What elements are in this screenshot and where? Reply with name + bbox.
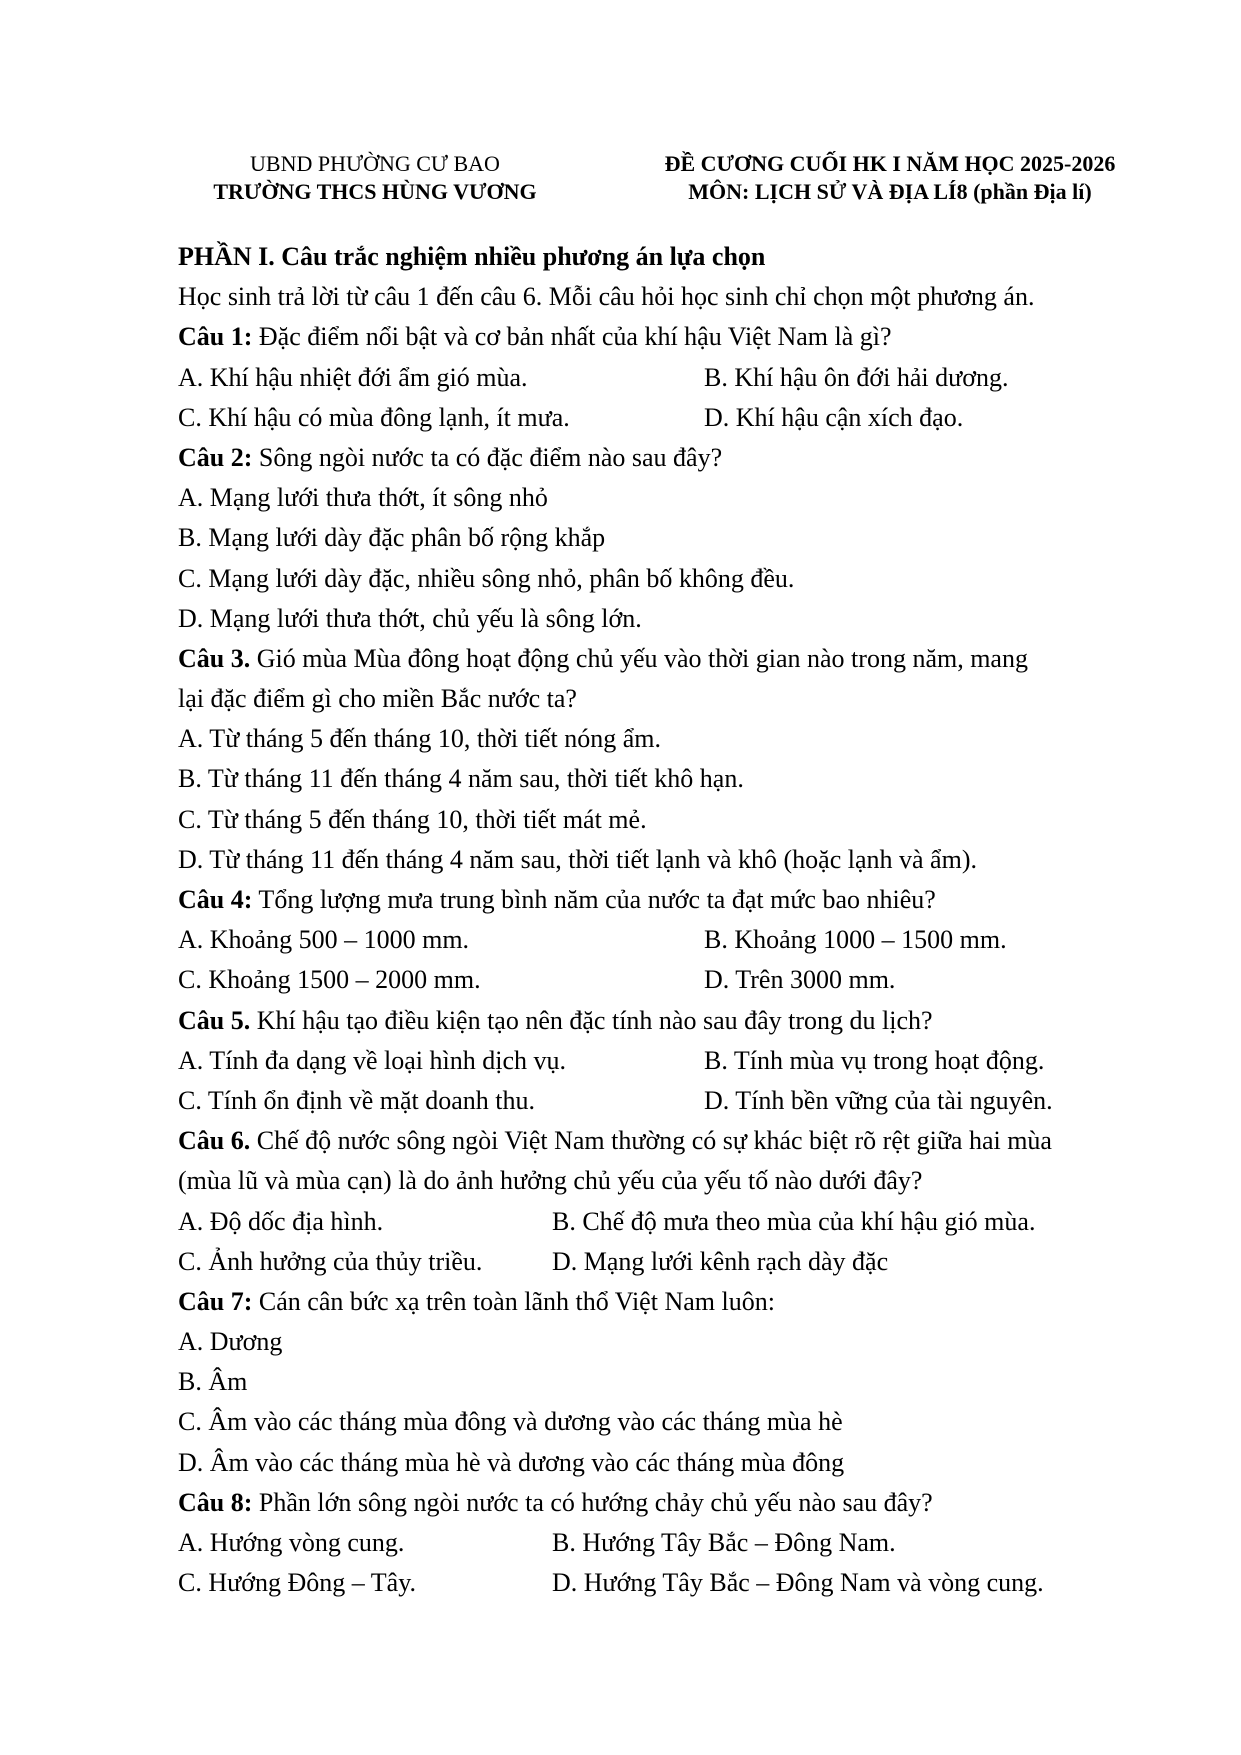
- question-text: Sông ngòi nước ta có đặc điểm nào sau đây?: [252, 442, 723, 472]
- question-6: [178, 1121, 1178, 1161]
- question-label: Câu 7:: [178, 1286, 253, 1316]
- option-c: C. Hướng Đông – Tây.: [178, 1568, 416, 1598]
- section-title: PHẦN I. Câu trắc nghiệm nhiều phương án lựa chọn: [178, 242, 766, 271]
- question-label: Câu 2:: [178, 442, 253, 472]
- option-b: B. Khí hậu ôn đới hải dương.: [704, 362, 1009, 392]
- option-a: A. Khoảng 500 – 1000 mm.: [178, 925, 470, 955]
- document-body: [178, 237, 1178, 1603]
- option-a: A. Hướng vòng cung.: [178, 1528, 405, 1557]
- option-c: C. Âm vào các tháng mùa đông và dương vào các tháng mùa hè: [178, 1407, 843, 1437]
- options-row: [178, 960, 1178, 1000]
- question-text-continued: lại đặc điểm gì cho miền Bắc nước ta?: [178, 684, 577, 714]
- options-row: [178, 358, 1178, 398]
- question-text: Gió mùa Mùa đông hoạt động chủ yếu vào thời gian nào trong năm, mang: [250, 643, 1028, 673]
- question-1: [178, 317, 1178, 357]
- option-a: A. Tính đa dạng về loại hình dịch vụ.: [178, 1045, 567, 1075]
- options-row: [178, 1242, 1178, 1282]
- option-a: A. Dương: [178, 1327, 283, 1357]
- option-c: C. Khoảng 1500 – 2000 mm.: [178, 965, 481, 995]
- option-b: B. Chế độ mưa theo mùa của khí hậu gió mùa.: [552, 1206, 1036, 1236]
- question-text: Đặc điểm nổi bật và cơ bản nhất của khí hậu Việt Nam là gì?: [252, 322, 892, 352]
- option-a: A. Từ tháng 5 đến tháng 10, thời tiết nóng ẩm.: [178, 724, 662, 754]
- option-c: C. Mạng lưới dày đặc, nhiều sông nhỏ, phân bố không đều.: [178, 563, 795, 593]
- option-d: D. Tính bền vững của tài nguyên.: [704, 1085, 1053, 1115]
- question-text: Phần lớn sông ngòi nước ta có hướng chảy chủ yếu nào sau đây?: [252, 1487, 933, 1517]
- instruction: Học sinh trả lời từ câu 1 đến câu 6. Mỗi câu hỏi học sinh chỉ chọn một phương án.: [178, 282, 1035, 312]
- header-right: [620, 150, 1160, 206]
- question-text: Cán cân bức xạ trên toàn lãnh thổ Việt Nam luôn:: [252, 1286, 775, 1316]
- question-8: [178, 1483, 1178, 1523]
- option-b: B. Mạng lưới dày đặc phân bố rộng khắp: [178, 523, 606, 553]
- option-b: B. Tính mùa vụ trong hoạt động.: [704, 1045, 1045, 1075]
- option-c: C. Tính ổn định về mặt doanh thu.: [178, 1085, 535, 1115]
- options-row: [178, 1041, 1178, 1081]
- option-b: B. Từ tháng 11 đến tháng 4 năm sau, thời tiết khô hạn.: [178, 764, 744, 794]
- option-b: B. Khoảng 1000 – 1500 mm.: [704, 925, 1007, 955]
- question-7: [178, 1282, 1178, 1322]
- option-d: D. Mạng lưới thưa thớt, chủ yếu là sông lớn.: [178, 603, 642, 633]
- option-a: A. Khí hậu nhiệt đới ẩm gió mùa.: [178, 362, 528, 392]
- question-text: Tổng lượng mưa trung bình năm của nước ta đạt mức bao nhiêu?: [252, 885, 936, 914]
- option-d: D. Từ tháng 11 đến tháng 4 năm sau, thời tiết lạnh và khô (hoặc lạnh và ẩm).: [178, 844, 977, 874]
- options-row: [178, 1563, 1178, 1603]
- option-d: D. Khí hậu cận xích đạo.: [704, 402, 964, 432]
- school-name: TRƯỜNG THCS HÙNG VƯƠNG: [213, 179, 537, 204]
- header-left: [180, 150, 570, 206]
- option-d: D. Trên 3000 mm.: [704, 965, 896, 995]
- options-row: [178, 920, 1178, 960]
- option-c: C. Khí hậu có mùa đông lạnh, ít mưa.: [178, 402, 570, 432]
- options-row: [178, 1081, 1178, 1121]
- question-label: Câu 1:: [178, 322, 253, 352]
- document-title: ĐỀ CƯƠNG CUỐI HK I NĂM HỌC 2025-2026: [664, 151, 1116, 176]
- subject-title: MÔN: LỊCH SỬ VÀ ĐỊA LÍ8 (phần Địa lí): [688, 179, 1092, 204]
- question-text-continued: (mùa lũ và mùa cạn) là do ảnh hưởng chủ yếu của yếu tố nào dưới đây?: [178, 1166, 923, 1196]
- question-label: Câu 6.: [178, 1126, 251, 1156]
- option-a: A. Độ dốc địa hình.: [178, 1206, 384, 1236]
- question-label: Câu 3.: [178, 643, 251, 673]
- option-c: C. Từ tháng 5 đến tháng 10, thời tiết mát mẻ.: [178, 804, 647, 834]
- option-d: D. Mạng lưới kênh rạch dày đặc: [552, 1246, 889, 1276]
- options-row: [178, 398, 1178, 438]
- question-text: Chế độ nước sông ngòi Việt Nam thường có sự khác biệt rõ rệt giữa hai mùa: [250, 1126, 1052, 1156]
- question-label: Câu 5.: [178, 1005, 251, 1035]
- option-c: C. Ảnh hưởng của thủy triều.: [178, 1246, 483, 1276]
- option-a: A. Mạng lưới thưa thớt, ít sông nhỏ: [178, 483, 548, 513]
- question-2: [178, 438, 1178, 478]
- question-4: [178, 880, 1178, 920]
- options-row: [178, 1202, 1178, 1242]
- question-3: [178, 639, 1178, 679]
- option-d: D. Hướng Tây Bắc – Đông Nam và vòng cung.: [552, 1568, 1044, 1598]
- question-5: [178, 1001, 1178, 1041]
- district-name: UBND PHƯỜNG CƯ BAO: [250, 151, 500, 176]
- option-d: D. Âm vào các tháng mùa hè và dương vào các tháng mùa đông: [178, 1447, 845, 1477]
- question-label: Câu 4:: [178, 885, 253, 914]
- question-label: Câu 8:: [178, 1487, 253, 1517]
- option-b: B. Âm: [178, 1367, 248, 1397]
- question-text: Khí hậu tạo điều kiện tạo nên đặc tính nào sau đây trong du lịch?: [250, 1005, 933, 1035]
- option-b: B. Hướng Tây Bắc – Đông Nam.: [552, 1528, 896, 1557]
- options-row: [178, 1523, 1178, 1563]
